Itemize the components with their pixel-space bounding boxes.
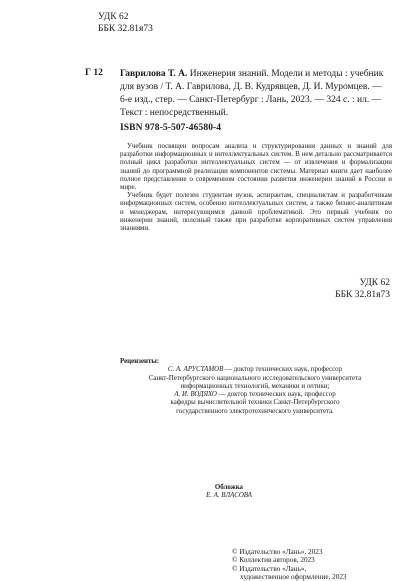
udk-code-bottom: УДК 62: [359, 278, 390, 288]
reviewer-1-org-line-2: информационных технологий, механики и оптики;: [180, 382, 330, 390]
reviewer-2-name: А. И. ВОДЯХО: [174, 391, 217, 399]
reviewer-2: [120, 391, 390, 399]
bbk-code: ББК 32.81я73: [98, 23, 153, 34]
isbn: ISBN 978-5-507-46580-4: [120, 123, 222, 133]
copyright-design-2: художественное оформление, 2023: [240, 572, 347, 581]
reviewer-1-org-line-1: Санкт-Петербургского национального исследовательского университета: [148, 374, 362, 382]
reviewer-2-org-line-1: кафедры вычислительной техники Санкт-Петербургского: [170, 399, 340, 407]
udk-code: УДК 62: [98, 12, 129, 22]
annotation-paragraph-2: Учебник будет полезен студентам вузов, аспирантам, специалистам и разработчикам информационных систем, особенно интеллектуальных систем, а также бизнес-аналитикам и менеджерам, интересующимся данной проблематикой. Это первый учебник по инженерии знаний, полезный также при разработке корпоративных систем управления знаниями.: [120, 192, 392, 233]
bibliographic-record: [120, 68, 390, 120]
copyright-block: [232, 548, 347, 581]
annotation-paragraph-1: Учебник посвящен вопросам анализа и структурирования данных и знаний для разработки информационных и интеллектуальных систем. В нем детально рассматривается полный цикл разработки интеллектуальных систем — от извлечения и формализации знаний до программной реализации компонентов системы. Материал книги дает наиболее полное представление о современном состоянии развития инженерии знаний в России и мире.: [120, 143, 392, 192]
cover-credit: [206, 484, 252, 501]
bibliographic-description: Инженерия знаний. Модели и методы : учебник для вузов / Т. А. Гаврилова, Д. В. Кудрявцев, Д. И. Муромцев. — 6-е изд., стер. — Санкт-Петербург : Лань, 2023. — 324 с. : ил. — Текст : непосредственный.: [120, 69, 384, 118]
copyright-publisher: © Издательство «Лань», 2023: [232, 548, 323, 556]
reviewers-block: [120, 358, 390, 416]
author-mark: Г 12: [85, 68, 103, 78]
reviewers-heading: Рецензенты:: [120, 358, 160, 365]
reviewer-1-title: — доктор технических наук, профессор: [225, 366, 343, 374]
reviewer-1-name: С. А. АРУСТАМОВ: [167, 366, 224, 374]
copyright-authors: © Коллектив авторов, 2023: [232, 556, 315, 565]
reviewer-2-org-line-2: государственного электротехнического университета.: [176, 407, 334, 415]
cover-label: Обложка: [214, 484, 244, 491]
udk-bbk-header: [98, 12, 153, 35]
annotation: [120, 143, 392, 233]
bbk-code-bottom: ББК 32.81я73: [335, 289, 390, 300]
reviewer-1: [120, 366, 390, 374]
udk-bbk-footer: [335, 278, 390, 301]
cover-designer: Е. А. ВЛАСОВА: [206, 492, 252, 500]
copyright-design-1: © Издательство «Лань»,: [232, 564, 307, 573]
reviewer-2-title: — доктор технических наук, профессор: [218, 391, 336, 399]
author-name: Гаврилова Т. А.: [120, 69, 188, 79]
